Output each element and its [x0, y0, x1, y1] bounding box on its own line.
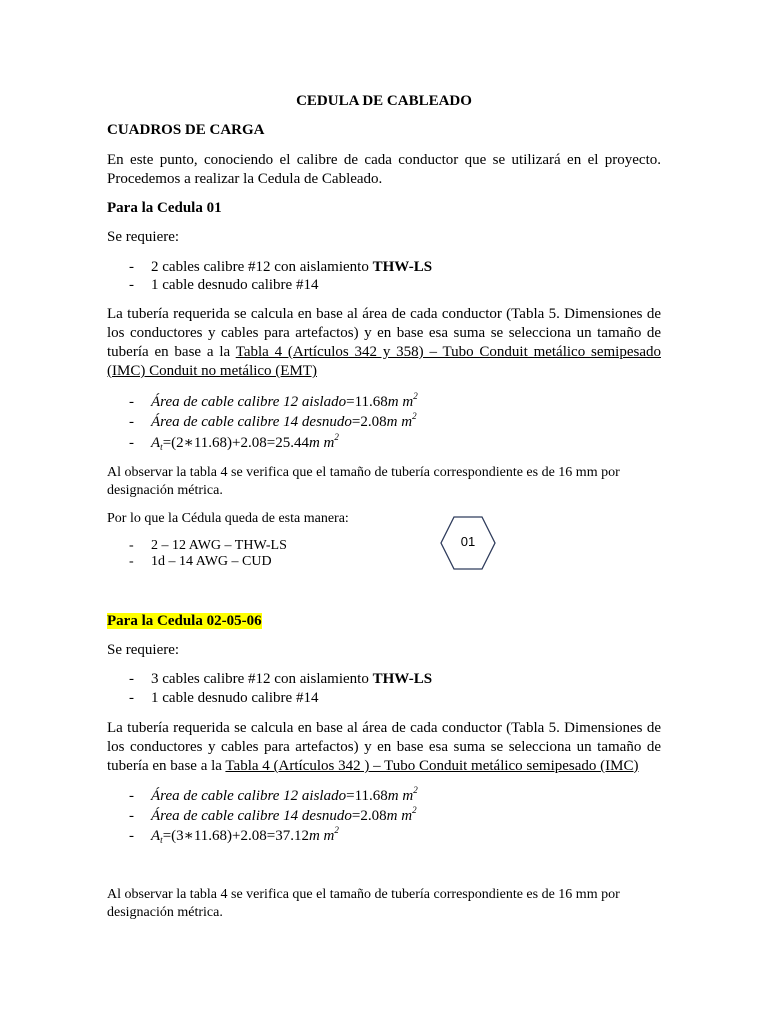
cedula02-observation: Al observar la tabla 4 se verifica que el tamaño de tubería correspondiente es de 16 mm por designación métrica.	[107, 887, 620, 920]
formula-line: - Área de cable calibre 14 desnudo=2.08m $m^2$	[129, 805, 417, 824]
formula-line: - Área de cable calibre 14 desnudo=2.08m $m^2$	[129, 411, 417, 430]
cedula01-paragraph: La tubería requerida se calcula en base al área de cada conductor (Tabla 5. Dimensiones de los conductores y cables para artefactos) y en base esa suma se selecciona un tamaño de tubería en base a la Tabla 4 (Artículos 342 y 358) – Tubo Conduit metálico semipesado (IMC) Conduit no metálico (EMT)	[107, 306, 661, 379]
formula-line: - Área de cable calibre 12 aislado=11.68m $m^2$	[129, 391, 418, 410]
list-item: - 1 cable desnudo calibre #14	[129, 690, 319, 706]
cedula01-result-intro: Por lo que la Cédula queda de esta manera:	[107, 511, 349, 526]
document-title: CEDULA DE CABLEADO	[296, 93, 472, 109]
tabla4-reference: Tabla 4 (Artículos 342 y 358) – Tubo Conduit metálico semipesado (IMC) Conduit no metálico (EMT)	[107, 344, 661, 379]
cedula01-observation: Al observar la tabla 4 se verifica que el tamaño de tubería correspondiente es de 16 mm por designación métrica.	[107, 465, 620, 498]
tabla4-reference: Tabla 4 (Artículos 342 ) – Tubo Conduit metálico semipesado (IMC)	[225, 758, 639, 774]
formula-line: - $A_t=(3∗11.68)+2.08=37.12m$ $m^2$	[129, 825, 339, 845]
list-item: - 1d – 14 AWG – CUD	[129, 554, 272, 569]
list-item: - 2 cables calibre #12 con aislamiento THW-LS	[129, 259, 433, 275]
cedula02-heading: Para la Cedula 02-05-06	[107, 613, 262, 629]
formula-line: - Área de cable calibre 12 aislado=11.68m $m^2$	[129, 785, 418, 804]
cedula01-requires: Se requiere:	[107, 229, 180, 245]
list-item: - 2 – 12 AWG – THW-LS	[129, 538, 287, 553]
intro-paragraph: En este punto, conociendo el calibre de cada conductor que se utilizará en el proyecto. Procedemos a realizar la Cedula de Cableado.	[107, 152, 661, 187]
formula-line: - $A_t=(2∗11.68)+2.08=25.44m$ $m^2$	[129, 432, 339, 452]
cedula02-paragraph: La tubería requerida se calcula en base al área de cada conductor (Tabla 5. Dimensiones de los conductores y cables para artefactos) y en base esa suma se selecciona un tamaño de tubería en base a la Tabla 4 (Artículos 342 ) – Tubo Conduit metálico semipesado (IMC)	[107, 720, 661, 774]
list-item: - 3 cables calibre #12 con aislamiento THW-LS	[129, 671, 433, 687]
cedula01-heading: Para la Cedula 01	[107, 200, 222, 216]
badge-label: 01	[460, 534, 476, 549]
cedula02-requires: Se requiere:	[107, 642, 180, 658]
list-item: - 1 cable desnudo calibre #14	[129, 277, 319, 293]
hexagon-badge-icon	[440, 516, 496, 570]
section-subtitle: CUADROS DE CARGA	[107, 122, 265, 138]
